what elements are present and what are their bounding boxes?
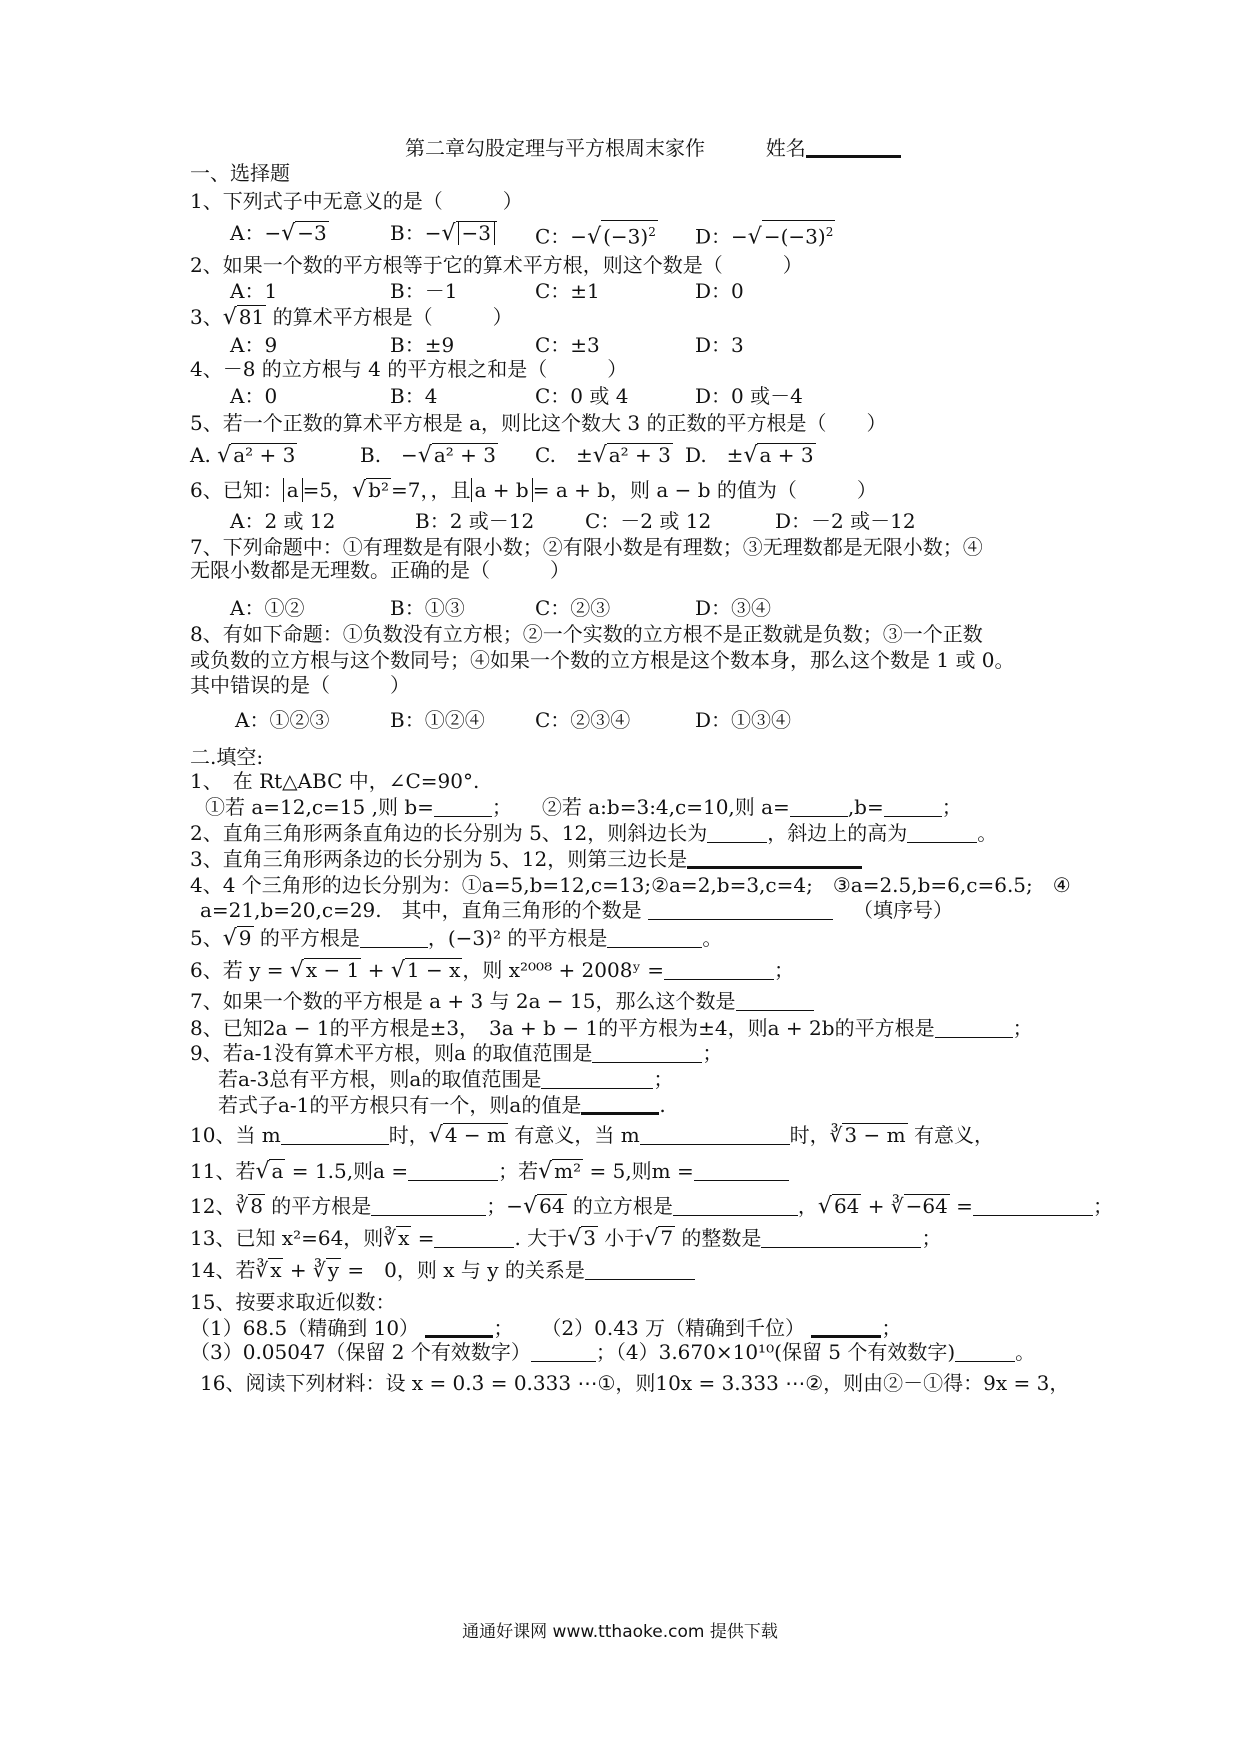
q5-option-a: A. √ a² + 3	[190, 443, 296, 468]
f5-line: 5、√ 9 的平方根是 ，(−3)² 的平方根是 。	[190, 926, 723, 951]
q7-option-b: B：①③	[390, 596, 465, 620]
q6-stem: 6、已知： a =5，√ b² =7，，且 a + b = a + b，则 a − b 的值为（ ）	[190, 478, 877, 503]
q5-option-b: B. −√ a² + 3	[360, 443, 496, 468]
f10-blank-1[interactable]	[281, 1124, 389, 1145]
f9-blank-2[interactable]	[541, 1068, 653, 1089]
f1-blank-a[interactable]	[790, 796, 848, 817]
f7-line: 7、如果一个数的平方根是 a + 3 与 2a − 15，那么这个数是	[190, 988, 1145, 1014]
q3-option-b: B：±9	[390, 333, 455, 357]
f7-blank[interactable]	[736, 990, 814, 1011]
q8-option-d: D：①③④	[695, 708, 792, 732]
q6-option-a: A：2 或 12	[230, 509, 336, 533]
f14-line: 14、若∛ x + ∛ y = 0，则 x 与 y 的关系是	[190, 1257, 1145, 1283]
q7-option-a: A：①②	[230, 596, 305, 620]
f9-line1: 9、若a-1没有算术平方根，则a 的取值范围是 ；	[190, 1041, 723, 1065]
q6-option-b: B：2 或－12	[415, 509, 535, 533]
f14-blank[interactable]	[585, 1259, 695, 1280]
f10-blank-2[interactable]	[640, 1124, 790, 1145]
q8-option-c: C：②③④	[535, 708, 631, 732]
q6-option-d: D：－2 或－12	[775, 509, 916, 533]
f15-blank-4[interactable]	[955, 1341, 1015, 1362]
f12-blank-2[interactable]	[673, 1195, 798, 1216]
f10-line: 10、当 m 时，√ 4 − m 有意义，当 m 时，∛ 3 − m 有意义，	[190, 1123, 994, 1148]
f15-blank-3[interactable]	[531, 1341, 596, 1362]
q3-option-a: A：9	[230, 333, 278, 357]
f11-blank-1[interactable]	[408, 1160, 498, 1181]
f8-blank[interactable]	[935, 1017, 1013, 1038]
f2-blank-hyp[interactable]	[707, 822, 767, 843]
f2-blank-height[interactable]	[907, 822, 977, 843]
section-fill: 二.填空:	[190, 745, 264, 769]
q4-stem: 4、－8 的立方根与 4 的平方根之和是（ ）	[190, 357, 628, 381]
q7-line2: 无限小数都是无理数。正确的是（ ）	[190, 558, 570, 582]
q1-stem: 1、下列式子中无意义的是（ ）	[190, 189, 523, 213]
q5-option-d: D. ±√ a + 3	[685, 443, 814, 468]
f6-line: 6、若 y = √ x − 1 + √ 1 − x ，则 x²⁰⁰⁸ + 2008ʸ = ；	[190, 958, 795, 983]
q4-option-b: B：4	[390, 384, 438, 408]
f15-title: 15、按要求取近似数：	[190, 1290, 396, 1314]
f12-blank-1[interactable]	[371, 1195, 486, 1216]
f2-line: 2、直角三角形两条直角边的长分别为 5、12，则斜边长为 ，斜边上的高为 。	[190, 821, 998, 845]
q4-option-a: A：0	[230, 384, 278, 408]
f3-line: 3、直角三角形两条边的长分别为 5、12，则第三边长是	[190, 846, 1145, 872]
f6-blank[interactable]	[664, 959, 774, 980]
q3-stem: 3、√ 81 的算术平方根是（ ）	[190, 305, 513, 330]
q2-option-a: A：1	[230, 279, 278, 303]
name-label: 姓名	[765, 136, 806, 160]
f13-blank-1[interactable]	[434, 1227, 514, 1248]
q2-option-d: D：0	[695, 279, 744, 303]
f16-line: 16、阅读下列材料：设 x = 0.3̇ = 0.333 ⋯①，则10x = 3.333 ⋯②，则由②－①得：9x = 3，	[200, 1371, 1070, 1395]
q5-stem: 5、若一个正数的算术平方根是 a，则比这个数大 3 的正数的平方根是（ ）	[190, 411, 887, 435]
q8-line1: 8、有如下命题：①负数没有立方根；②一个实数的立方根不是正数就是负数；③一个正数	[190, 622, 983, 646]
q1-option-c: C：−√ $(-3)^2$	[535, 220, 658, 251]
f5-blank-2[interactable]	[607, 927, 702, 948]
q7-option-c: C：②③	[535, 596, 611, 620]
q4-option-d: D：0 或－4	[695, 384, 803, 408]
q8-option-b: B：①②④	[390, 708, 485, 732]
q8-line2: 或负数的立方根与这个数同号；④如果一个数的立方根是这个数本身，那么这个数是 1 或 0。	[190, 648, 1015, 672]
q2-stem: 2、如果一个数的平方根等于它的算术平方根，则这个数是（ ）	[190, 253, 803, 277]
q7-line1: 7、下列命题中：①有理数是有限小数；②有限小数是有理数；③无理数都是无限小数；④	[190, 535, 983, 559]
q2-option-b: B：－1	[390, 279, 458, 303]
f4-line1: 4、4 个三角形的边长分别为：①a=5,b=12,c=13;②a=2,b=3,c=4; ③a=2.5,b=6,c=6.5; ④	[190, 873, 1071, 897]
f4-line2: a=21,b=20,c=29. 其中，直角三角形的个数是 （填序号）	[200, 898, 953, 922]
q6-option-c: C：－2 或 12	[585, 509, 712, 533]
f9-blank-3[interactable]	[581, 1092, 659, 1115]
q1-option-b: B：−√ −3	[390, 220, 497, 247]
q2-option-c: C：±1	[535, 279, 600, 303]
f15-line2: （3）0.05047（保留 2 个有效数字） ；（4）3.670×10¹⁰(保留 5 个有效数字) 。	[190, 1340, 1036, 1364]
f1-line2: ①若 a=12,c=15 ,则 b= ； ②若 a:b=3:4,c=10,则 a= ,b= ；	[205, 795, 962, 819]
q8-line3: 其中错误的是（ ）	[190, 673, 410, 697]
f4-blank[interactable]	[648, 899, 833, 920]
f15-blank-2[interactable]	[811, 1315, 881, 1338]
q3-option-d: D：3	[695, 333, 744, 357]
f12-line: 12、∛ 8 的平方根是 ；−√ 64 的立方根是 ，√ 64 + ∛ −64 = ；	[190, 1194, 1113, 1219]
f11-blank-2[interactable]	[694, 1160, 789, 1181]
f12-blank-3[interactable]	[973, 1195, 1093, 1216]
f3-blank[interactable]	[687, 846, 862, 869]
q3-option-c: C：±3	[535, 333, 600, 357]
f9-line3: 若式子a-1的平方根只有一个，则a的值是 .	[218, 1093, 666, 1117]
q1-option-a: A：−√ −3	[230, 221, 327, 246]
f8-line: 8、已知2a − 1的平方根是±3， 3a + b − 1的平方根为±4，则a + 2b的平方根是 ；	[190, 1016, 1033, 1040]
page-title	[405, 135, 1145, 161]
q4-option-c: C：0 或 4	[535, 384, 629, 408]
f9-blank-1[interactable]	[592, 1042, 702, 1063]
title-text: 第二章勾股定理与平方根周末家作	[405, 136, 705, 160]
name-blank[interactable]	[806, 135, 901, 158]
section-choice: 一、选择题	[190, 161, 290, 185]
f15-blank-1[interactable]	[425, 1315, 493, 1338]
f1-blank-b2[interactable]	[884, 796, 942, 817]
q1-option-d: D：−√ $-(-3)^2$	[695, 220, 835, 251]
q8-option-a: A：①②③	[235, 708, 330, 732]
f1-line1: 1、 在 Rt△ABC 中，∠C=90°.	[190, 769, 480, 793]
f13-line: 13、已知 x²=64，则∛ x = . 大于√ 3 小于√ 7 的整数是 ；	[190, 1226, 942, 1251]
f9-line2: 若a-3总有平方根，则a的取值范围是 ；	[218, 1067, 674, 1091]
f15-line1: （1）68.5（精确到 10） ； （2）0.43 万（精确到千位） ；	[190, 1316, 902, 1340]
f13-blank-2[interactable]	[761, 1227, 921, 1248]
footer-text[interactable]: 通通好课网 www.tthaoke.com 提供下载	[462, 1622, 778, 1642]
q5-option-c: C. ±√ a² + 3	[535, 443, 671, 468]
q7-option-d: D：③④	[695, 596, 772, 620]
f5-blank-1[interactable]	[360, 927, 428, 948]
f1-blank-b[interactable]	[434, 796, 492, 817]
f11-line: 11、若√ a = 1.5,则a = ；若√ m² = 5,则m =	[190, 1158, 1145, 1185]
